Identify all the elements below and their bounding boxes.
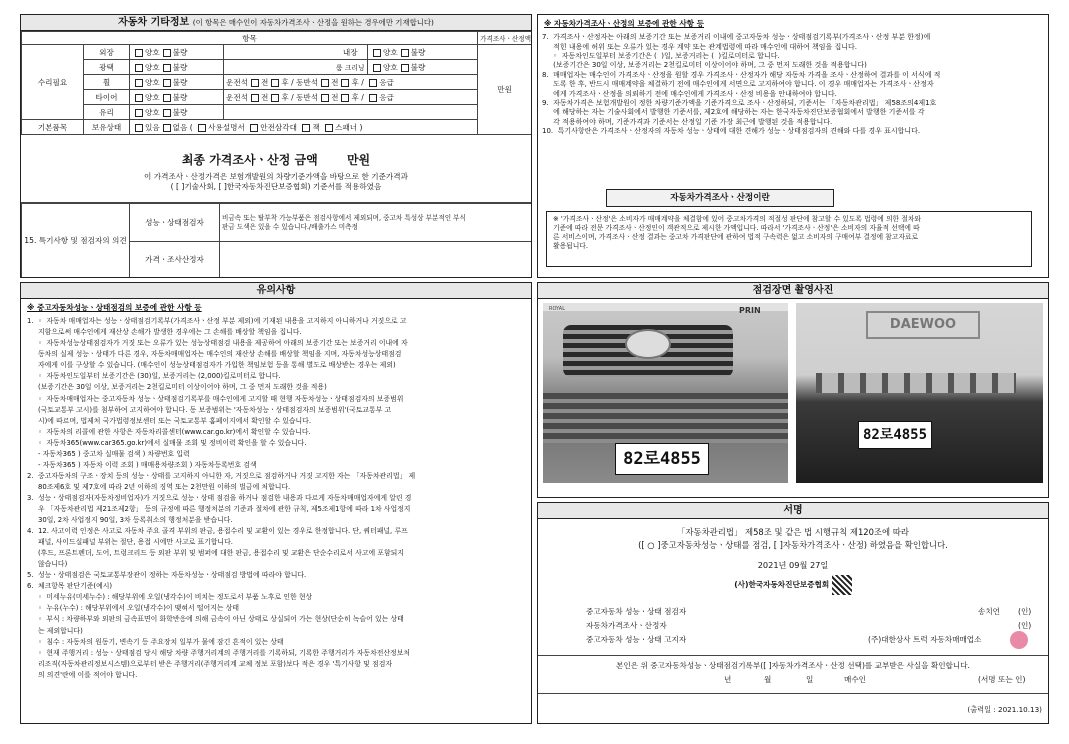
sig-line2: ([ ○ ]중고자동차성능ㆍ상태를 점검, [ ]자동차가격조사ㆍ산정) 하였음을 확인합니다. bbox=[638, 540, 948, 551]
caution-line: - 자동차365 ) 자동차 이력 조회 ) 매매용차량조회 ) 자동차등록번호 검색 bbox=[27, 460, 257, 469]
price-guarantee-line: 각 적용하여야 하며, 기준가격과 기준서는 산정일 기준 가장 최근에 발행된 것을 적용합니다. bbox=[542, 117, 833, 126]
caution-line: 패널, 사이드실패널 부위는 절단, 용접 시에만 사고로 표기합니다. bbox=[27, 538, 233, 547]
final-price-section bbox=[21, 146, 531, 203]
checkbox[interactable] bbox=[251, 79, 259, 87]
price-box-line: 기준에 따라 전문 가격조사ㆍ산정인이 객관적으로 제시한 가액입니다. 따라서 '가격조사ㆍ산정'은 소비자의 자율적 선택에 따 bbox=[553, 224, 920, 232]
checkbox[interactable] bbox=[369, 79, 377, 87]
repair-label: 수리필요 bbox=[22, 45, 84, 120]
caution-line: (국토교통부 고시)를 첨부하여 고지하여야 합니다. 동 보증범위는 '자동차성능ㆍ상태점검자의 보증범위'(국토교통부 고 bbox=[27, 405, 392, 414]
caution-line: 는 제외합니다) bbox=[27, 626, 83, 635]
checkbox[interactable] bbox=[163, 124, 171, 132]
col-item: 항목 bbox=[22, 32, 478, 45]
price-guarantee-line: (보증기간은 30일 이상, 보증거리는 2천킬로미터 이상이어야 하며, 그 중 먼저 도래한 것을 적용합니다) bbox=[542, 61, 867, 70]
vehicle-info-note: (이 항목은 매수인이 자동차가격조사ㆍ산정을 원하는 경우에만 기재합니다) bbox=[192, 18, 434, 27]
plate-rear: 82로4855 bbox=[858, 421, 932, 449]
checkbox[interactable] bbox=[325, 124, 333, 132]
price-box-text bbox=[546, 211, 1032, 267]
price-guarantee-line: 8. 매매업자는 매수인이 가격조사ㆍ산정을 원할 경우 가격조사ㆍ산정자가 해당 자동차 가격을 조사ㆍ산정하여 결과를 이 서식에 적 bbox=[542, 70, 941, 79]
checkbox[interactable] bbox=[401, 64, 409, 72]
price-label: 가격ㆍ조사산정자 bbox=[130, 242, 220, 278]
row-glass: 유리 bbox=[84, 105, 130, 120]
signature-panel: 서명 「자동차관리법」 제58조 및 같은 법 시행규칙 제120조에 따라 ([ ○ ]중고자동차성능ㆍ상태를 점검, [ ]자동차가격조사ㆍ산정) 하였음을 확인합니다. 2021년 09월 27일 (사)한국자동차진단보증협회 중고자동차 성능ㆍ상태 점검자 송치언 (인) 자동차가격조사ㆍ산정자 (인) 중고자동차 성능ㆍ상태 고지자 (주)대한상사 트럭 자동차매매업소 본인은 위 중고자동차성능ㆍ상태점검기록부([ ]자동차가격조사ㆍ산정 선택)를 교부받은 사실을 확인합니다. 년 월 일 매수인 (서명 또는 인) (출력일 : 2021.10.13) bbox=[537, 502, 1049, 724]
caution-line: ◦ 미세누유(미세누수) : 해당부위에 오일(냉각수)이 비치는 정도로서 부품 노후로 인한 현상 bbox=[27, 593, 313, 602]
row-exterior: 외장 bbox=[84, 45, 130, 60]
checkbox[interactable] bbox=[341, 94, 349, 102]
vehicle-info-table bbox=[21, 31, 532, 135]
caution-line: ◦ 자동차의 리콜에 관한 사항은 자동차리콜센터(www.car.go.kr)에서 확인할 수 있습니다. bbox=[27, 427, 311, 436]
price-guarantee-line: 적힌 내용에 허위 또는 오류가 있는 경우 계약 또는 관계법령에 따라 매수인에 대하여 책임을 집니다. bbox=[542, 42, 857, 51]
checkbox[interactable] bbox=[135, 109, 143, 117]
price-guarantee-line: 9. 자동차가격은 보험개발원이 정한 차량기준가액을 기준가격으로 조사ㆍ산정하되, 기준서는 「자동차관리법」 제58조의4제1호 bbox=[542, 99, 937, 108]
checkbox[interactable] bbox=[135, 79, 143, 87]
price-box-line: 활용됩니다. bbox=[553, 242, 588, 250]
row-room: 룸 크리닝 bbox=[334, 60, 368, 75]
cautions-header: 유의사항 bbox=[21, 283, 531, 299]
tire-positions: 운전석 전 후 / 동반석 전 후 / 응급 bbox=[224, 90, 478, 105]
checkbox[interactable] bbox=[163, 94, 171, 102]
caution-line: 6. 체크항목 판단기준(예시) bbox=[27, 582, 113, 591]
caution-line: (후드, 프론트펜더, 도어, 트렁크리드 등 외판 부위 및 범퍼에 대한 판금, 용접수리 및 교환은 단순수리로서 사고에 포함되지 bbox=[27, 549, 404, 558]
caution-line: 지함으로써 매수인에게 재산상 손해가 발생한 경우에는 그 손해를 배상할 책임을 집니다. bbox=[27, 328, 302, 337]
front-photo bbox=[543, 303, 788, 483]
checkbox[interactable] bbox=[198, 124, 206, 132]
qr-code-icon bbox=[832, 575, 852, 595]
basic-label: 기본품목 bbox=[22, 120, 84, 135]
special-notes-table bbox=[21, 203, 532, 278]
caution-line: ◦ 현재 주행거리 : 성능ㆍ상태점검 당시 해당 차량 주행거리계의 주행거리를 기록하되, 기록한 주행거리가 자동차전산정보처 bbox=[27, 648, 411, 657]
rear-photo bbox=[796, 303, 1043, 483]
caution-line: 않습니다) bbox=[27, 560, 68, 569]
caution-line: ◦ 자동차매매업자는 중고자동차 성능ㆍ상태점검기록부를 매수인에게 고지할 때 현행 자동차성능ㆍ상태점검자의 보증범위 bbox=[27, 394, 404, 403]
won-label: 만원 bbox=[478, 45, 532, 135]
caution-line: 자에게 이를 구상할 수 있습니다. (매수인이 성능상태점검자가 가입한 책임보험 등을 통해 별도로 배상받는 경우는 제외) bbox=[27, 361, 396, 370]
checkbox[interactable] bbox=[135, 94, 143, 102]
caution-line: 리조직(자동차관리정보시스템)으로부터 받은 주행거리(주행거리계 교체 정보 포함)보다 적은 경우 '특기사항 및 점검자 bbox=[27, 659, 393, 668]
photos-panel bbox=[537, 282, 1049, 498]
interior-options: 양호 불량 bbox=[368, 45, 478, 60]
price-guarantee-heading: ※ 자동차가격조사ㆍ산정의 보증에 관한 사항 등 bbox=[544, 19, 704, 28]
caution-line: ◦ 부식 : 차량하부와 외판의 금속표면이 화학반응에 의해 금속이 아닌 상태로 상실되어 가는 현상(단순히 녹슬어 있는 상태 bbox=[27, 615, 404, 624]
checkbox[interactable] bbox=[369, 94, 377, 102]
caution-line: (보증기간은 30일 이상, 보증거리는 2천킬로미터 이상이어야 하며, 그 중 먼저 도래한 것을 적용) bbox=[27, 383, 327, 392]
checkbox[interactable] bbox=[401, 49, 409, 57]
caution-line: 3. 성능ㆍ상태점검자(자동차정비업자)가 거짓으로 성능ㆍ상태 점검을 하거나 점검한 내용과 다르게 자동차매매업자에게 알린 경 bbox=[27, 493, 412, 502]
checkbox[interactable] bbox=[251, 94, 259, 102]
perf-label: 성능ㆍ상태점검자 bbox=[130, 204, 220, 242]
checkbox[interactable] bbox=[163, 49, 171, 57]
sig-row-notifier: 중고자동차 성능ㆍ상태 고지자 (주)대한상사 트럭 자동차매매업소 bbox=[586, 635, 1036, 649]
company-stamp-icon bbox=[1010, 631, 1028, 649]
checkbox[interactable] bbox=[302, 124, 310, 132]
caution-line: ◦ 자동차인도일부터 보증기간은 (30)일, 보증거리는 (2,000)킬로미터로 합니다. bbox=[27, 372, 281, 381]
price-guarantee-line: 에게 가격조사ㆍ산정을 의뢰하기 전에 매수인에게 가격조사ㆍ산정 비용을 안내하여야 합니다. bbox=[542, 89, 837, 98]
gloss-options: 양호 불량 bbox=[130, 60, 224, 75]
caution-line: 의 의견'란에 이를 적어야 합니다. bbox=[27, 670, 138, 679]
signature-header: 서명 bbox=[538, 503, 1048, 519]
glass-options: 양호 불량 bbox=[130, 105, 224, 120]
tire-options: 양호 불량 bbox=[130, 90, 224, 105]
exterior-options: 양호 불량 bbox=[130, 45, 224, 60]
checkbox[interactable] bbox=[373, 64, 381, 72]
cautions-lines bbox=[27, 316, 531, 681]
price-guarantee-line: 도록 한 후, 반드시 매매계약을 체결하기 전에 매수인에게 서면으로 고지하여야 합니다. 이 경우 매매업자는 가격조사ㆍ산정자 bbox=[542, 80, 934, 89]
final-price-desc1: 이 가격조사ㆍ산정가격은 보험개발원의 차량기준가액을 바탕으로 한 기준가격과 bbox=[144, 172, 408, 181]
sig-line1: 「자동차관리법」 제58조 및 같은 법 시행규칙 제120조에 따라 bbox=[677, 527, 909, 537]
price-guarantee-line: 에 해당하는 자는 기술사회에서 발행한 기준서를, 제2호에 해당하는 자는 한국자동차진단보증협회에서 발행한 기준서를 각 bbox=[542, 108, 925, 117]
price-guarantee-panel bbox=[537, 14, 1049, 278]
special-label: 15. 특기사항 및 점검자의 의견 bbox=[22, 204, 130, 278]
perf-text: 비금속 또는 탈부착 가능부품은 점검사항에서 제외되며, 중고차 특성상 부분적인 부식 판금 도색은 있을 수 있습니다./배출가스 미측정 bbox=[220, 204, 532, 242]
cautions-panel bbox=[20, 282, 532, 724]
checkbox[interactable] bbox=[321, 79, 329, 87]
photos-header: 점검장면 촬영사진 bbox=[538, 283, 1048, 299]
vehicle-info-header bbox=[21, 15, 531, 31]
caution-line: 동차의 실제 성능ㆍ상태가 다른 경우, 자동차매매업자는 매수인의 재산상 손해를 배상할 책임을 지며, 자동차성능상태점검 bbox=[27, 350, 402, 359]
plate-front: 82로4855 bbox=[615, 443, 709, 475]
price-box-line: 른 서비스이며, 가격조사ㆍ산정 결과는 중고차 가격판단에 관하여 법적 구속력은 없고 소비자의 구매여부 결정에 참고자료로 bbox=[553, 233, 919, 241]
cautions-heading: ※ 중고자동차성능ㆍ상태점검의 보증에 관한 사항 등 bbox=[27, 303, 202, 312]
row-gloss: 광택 bbox=[84, 60, 130, 75]
checkbox[interactable] bbox=[271, 79, 279, 87]
checkbox[interactable] bbox=[341, 79, 349, 87]
brand-prin: PRIN bbox=[739, 306, 761, 315]
caution-line: 80조제6호 및 제7호에 따라 2년 이하의 징역 또는 2천만원 이하의 벌금에 처합니다. bbox=[27, 482, 291, 491]
caution-line: 2. 중고자동차의 구조ㆍ장치 등의 성능ㆍ상태를 고지하지 아니한 자, 거짓으로 점검하거나 거짓 고지한 자는 「자동차관리법」 제 bbox=[27, 471, 416, 480]
row-wheel: 휠 bbox=[84, 75, 130, 90]
checkbox[interactable] bbox=[373, 49, 381, 57]
price-guarantee-lines bbox=[542, 33, 1048, 136]
emblem-icon bbox=[625, 329, 671, 359]
price-guarantee-line: ◦ 자동차인도일부터 보증기간은 ( )일, 보증거리는 ( )킬로미터로 합니다. bbox=[542, 52, 780, 61]
caution-line: 1. ◦ 자동차 매매업자는 성능ㆍ상태점검기록부(가격조사ㆍ산정 부분 제외)에 기재된 내용을 고지하지 아니하거나 거짓으로 고 bbox=[27, 317, 407, 326]
caution-line: 5. 성능ㆍ상태점검은 국토교통부장관이 정하는 자동차성능ㆍ상태점검 방법에 따라야 합니다. bbox=[27, 571, 307, 580]
caution-line: - 자동차365 ) 중고차 실매물 검색 ) 차량번호 입력 bbox=[27, 449, 190, 458]
sig-row-price: 자동차가격조사ㆍ산정자 (인) bbox=[586, 621, 1032, 630]
caution-line: 4. 12. 사고이력 인정은 사고로 자동차 주요 골격 부위의 판금, 용접수리 및 교환이 있는 경우로 한정합니다. 단, 쿼터패널, 루프 bbox=[27, 527, 408, 536]
caution-line: 우 「자동차관리법 제21조제2항」 등의 규정에 따른 행정처분의 기준과 절차에 관한 규칙, 제5조제1항에 따라 1차 사업정지 bbox=[27, 505, 411, 513]
wheel-positions: 운전석 전 후 / 동반석 전 후 / 응급 bbox=[224, 75, 478, 90]
checkbox[interactable] bbox=[271, 94, 279, 102]
caution-line: ◦ 누유(누수) : 해당부위에서 오일(냉각수)이 맺혀서 떨어지는 상태 bbox=[27, 604, 240, 613]
vehicle-info-panel bbox=[20, 14, 532, 278]
sig-org: (사)한국자동차진단보증협회 bbox=[538, 575, 1048, 595]
row-possess: 보유상태 bbox=[84, 120, 130, 135]
caution-line: ◦ 자동차성능상태점검자가 거짓 또는 오류가 있는 성능상태점검 내용을 제공하여 아래의 보증기간 또는 보증거리 이내에 자 bbox=[27, 339, 408, 348]
checkbox[interactable] bbox=[321, 94, 329, 102]
final-price-title: 최종 가격조사ㆍ산정 금액 만원 bbox=[181, 153, 371, 167]
checkbox[interactable] bbox=[135, 64, 143, 72]
brand-logo: DAEWOO bbox=[866, 311, 980, 339]
price-guarantee-line: 10. 특기사항란은 가격조사ㆍ산정자의 자동차 성능ㆍ상태에 대한 견해가 성능ㆍ상태점검자의 견해와 다를 경우 표시합니다. bbox=[542, 127, 921, 136]
final-price-desc2: ( [ ]기술사회, [ ]한국자동차진단보증협회) 기준서를 적용하였음 bbox=[170, 182, 382, 192]
room-options: 양호 불량 bbox=[368, 60, 478, 75]
sig-row-inspector: 중고자동차 성능ㆍ상태 점검자 송치언 (인) bbox=[586, 607, 1032, 616]
caution-line: ◦ 자동차365(www.car365.go.kr)에서 실매물 조회 및 정비이력 확인을 할 수 있습니다. bbox=[27, 438, 307, 447]
vehicle-info-title: 자동차 기타정보 bbox=[118, 17, 190, 28]
checkbox[interactable] bbox=[135, 124, 143, 132]
col-price: 가격조사ㆍ산정액 bbox=[478, 32, 532, 45]
price-box-line: ※ '가격조사ㆍ산정'은 소비자가 매매계약을 체결함에 있어 중고차가격의 적절성 판단에 참고할 수 있도록 법령에 의한 절차와 bbox=[553, 215, 921, 223]
price-guarantee-line: 7. 가격조사ㆍ산정자는 아래의 보증기간 또는 보증거리 이내에 중고자동차 성능ㆍ상태점검기록부(가격조사ㆍ산정 부분 한정)에 bbox=[542, 33, 931, 42]
brand-small: ROYAL bbox=[549, 306, 566, 312]
sig-receipt: 본인은 위 중고자동차성능ㆍ상태점검기록부([ ]자동차가격조사ㆍ산정 선택)를 교부받은 사실을 확인합니다. bbox=[616, 661, 970, 670]
wheel-options: 양호 불량 bbox=[130, 75, 224, 90]
caution-line: 시)에 따르며, 법제처 국가법령정보센터 또는 국토교통부 홈페이지에서 확인할 수 있습니다. bbox=[27, 416, 312, 425]
sig-rows bbox=[586, 607, 1036, 649]
checkbox[interactable] bbox=[163, 79, 171, 87]
price-box-title: 자동차가격조사ㆍ산정이란 bbox=[606, 189, 834, 207]
checkbox[interactable] bbox=[135, 49, 143, 57]
row-interior: 내장 bbox=[334, 45, 368, 60]
checkbox[interactable] bbox=[250, 124, 258, 132]
caution-line: ◦ 침수 : 자동차의 원동기, 변속기 등 주요장치 일부가 물에 잠긴 흔적이 있는 상태 bbox=[27, 637, 284, 646]
checkbox[interactable] bbox=[163, 109, 171, 117]
checkbox[interactable] bbox=[163, 64, 171, 72]
print-date: (출력일 : 2021.10.13) bbox=[967, 705, 1042, 714]
possess-options: 있음 없음 ( 사용설명서 안전삼각대 잭 스패너 ) bbox=[130, 120, 478, 135]
caution-line: 30일, 2차 사업정지 90일, 3차 등록취소의 행정처분을 받습니다. bbox=[27, 516, 233, 525]
sig-date: 2021년 09월 27일 bbox=[757, 560, 829, 571]
row-tire: 타이어 bbox=[84, 90, 130, 105]
